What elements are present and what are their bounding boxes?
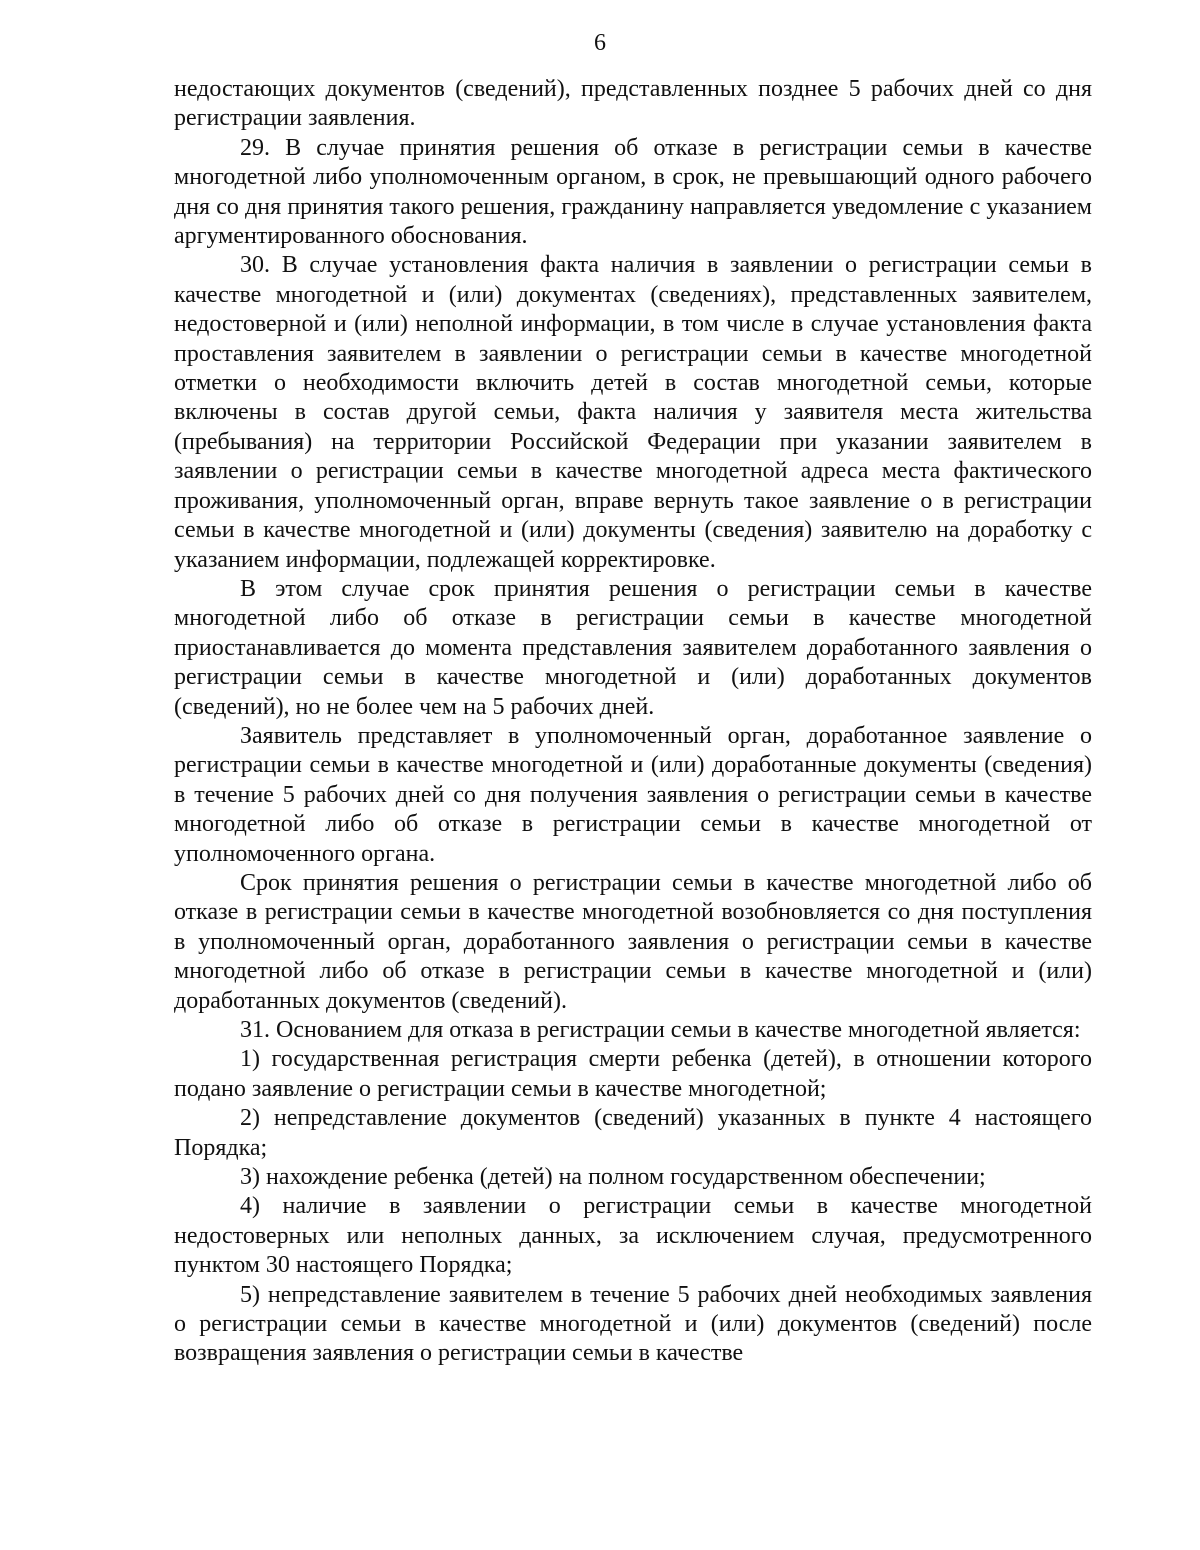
list-item-2: 2) непредставление документов (сведений) указанных в пункте 4 настоящего Порядка; [174, 1105, 1092, 1161]
paragraph-item-31: 31. Основанием для отказа в регистрации семьи в качестве многодетной является: [240, 1017, 1081, 1043]
page-number: 6 [594, 30, 606, 56]
paragraph-term-resumption: Срок принятия решения о регистрации семьи в качестве многодетной либо об отказе в регистрации семьи в качестве многодетной возобновляется со дня поступления в уполномоченный орган, доработанного заявления о регистрации семьи в качестве многодетной либо об отказе в регистрации семьи в качестве многодетной и (или) доработанных документов (сведений). [174, 869, 1092, 1014]
paragraph-item-29: 29. В случае принятия решения об отказе в регистрации семьи в качестве многодетной либо уполномоченным органом, в срок, не превышающий одного рабочего дня со дня принятия такого решения, гражданину направляется уведомление с указанием аргументированного обоснования. [174, 134, 1092, 250]
paragraph-applicant-submission: Заявитель представляет в уполномоченный орган, доработанное заявление о регистрации семьи в качестве многодетной и (или) доработанные документы (сведения) в течение 5 рабочих дней со дня получения заявления о регистрации семьи в качестве многодетной либо об отказе в регистрации семьи в качестве многодетной от уполномоченного органа. [174, 722, 1092, 867]
paragraph-item-30: 30. В случае установления факта наличия в заявлении о регистрации семьи в качестве многодетной и (или) документах (сведениях), представленных заявителем, недостоверной и (или) неполной информации, в том числе в случае установления факта проставления заявителем в заявлении о регистрации семьи в качестве многодетной отметки о необходимости включить детей в состав многодетной семьи, которые включены в состав другой семьи, факта наличия у заявителя места жительства (пребывания) на территории Российской Федерации при указании заявителем в заявлении о регистрации семьи в качестве многодетной адреса места фактического проживания, уполномоченный орган, вправе вернуть такое заявление о в регистрации семьи в качестве многодетной и (или) документы (сведения) заявителю на доработку с указанием информации, подлежащей корректировке. [174, 252, 1092, 573]
paragraph-continuation: недостающих документов (сведений), представленных позднее 5 рабочих дней со дня регистрации заявления. [174, 76, 1092, 132]
list-item-1: 1) государственная регистрация смерти ребенка (детей), в отношении которого подано заявление о регистрации семьи в качестве многодетной; [174, 1046, 1092, 1102]
list-item-5: 5) непредставление заявителем в течение 5 рабочих дней необходимых заявления о регистрации семьи в качестве многодетной и (или) документов (сведений) после возвращения заявления о регистрации семьи в качестве [174, 1281, 1092, 1367]
list-item-3: 3) нахождение ребенка (детей) на полном государственном обеспечении; [240, 1164, 986, 1191]
document-body [174, 75, 1092, 1369]
list-item-4: 4) наличие в заявлении о регистрации семьи в качестве многодетной недостоверных или неполных данных, за исключением случая, предусмотренного пунктом 30 настоящего Порядка; [174, 1193, 1092, 1279]
paragraph-suspension-term: В этом случае срок принятия решения о регистрации семьи в качестве многодетной либо об отказе в регистрации семьи в качестве многодетной приостанавливается до момента представления заявителем доработанного заявления о регистрации семьи в качестве многодетной и (или) доработанных документов (сведений), но не более чем на 5 рабочих дней. [174, 575, 1092, 720]
